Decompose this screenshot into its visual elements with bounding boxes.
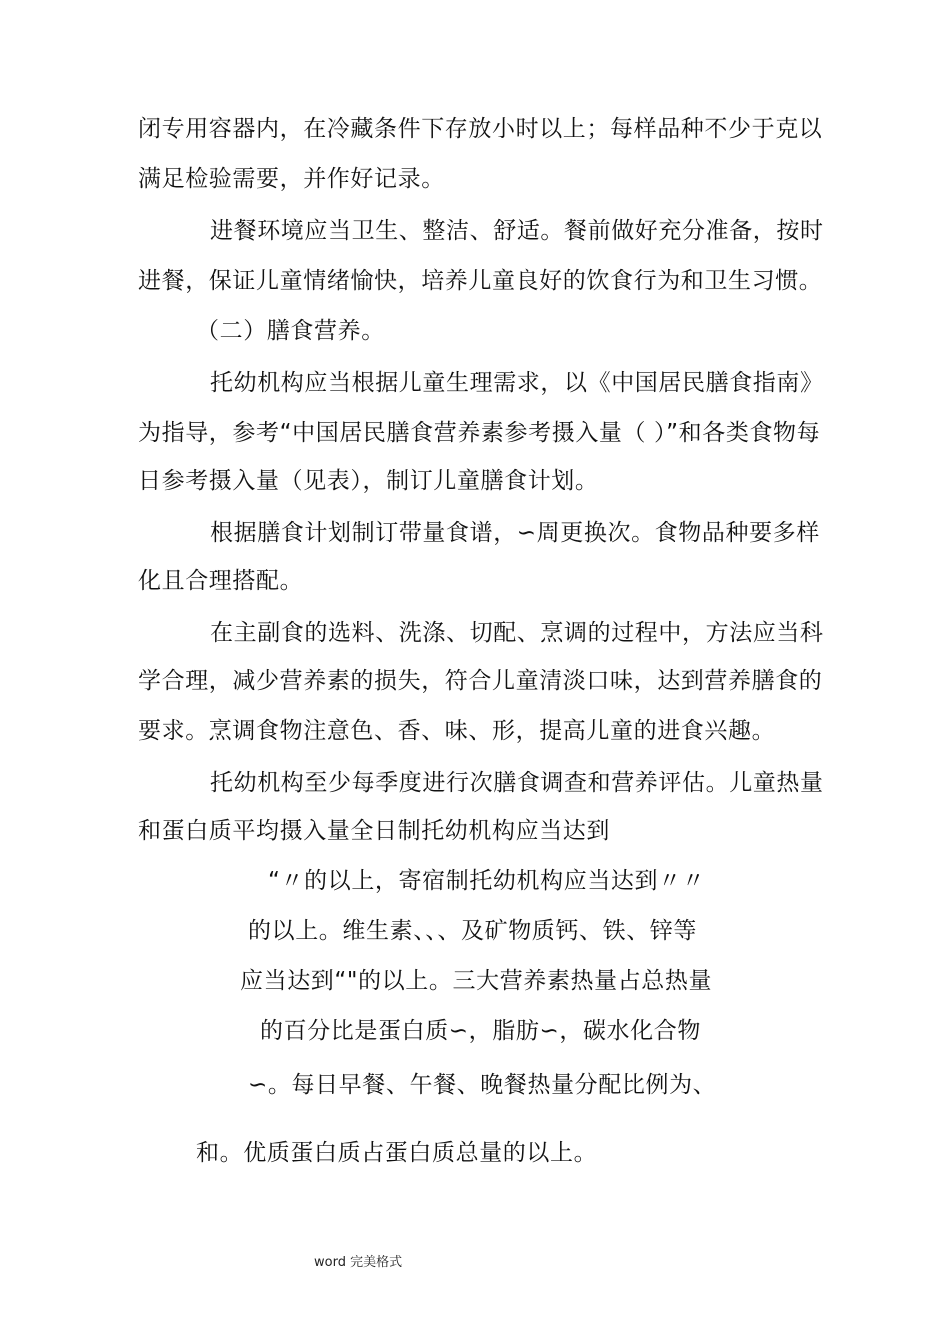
paragraph-line: 和。优质蛋白质占蛋白质总量的以上。	[196, 1140, 598, 1166]
section-heading: （二）膳食营养。	[196, 318, 385, 344]
paragraph-line: 学合理，减少营养素的损失，符合儿童清淡口味，达到营养膳食的	[138, 668, 823, 694]
centered-line: ∽。每日早餐、午餐、晚餐热量分配比例为、	[248, 1072, 717, 1098]
centered-line: 的以上。维生素、、、及矿物质钙、铁、锌等	[248, 918, 697, 944]
paragraph-line: 根据膳食计划制订带量食谱，∽周更换次。食物品种要多样	[210, 520, 820, 546]
paragraph-line: 托幼机构应当根据儿童生理需求，以《中国居民膳食指南》	[210, 370, 824, 396]
centered-line: “〃的以上，寄宿制托幼机构应当达到〃〃	[268, 868, 706, 894]
paragraph-line: 满足检验需要，并作好记录。	[138, 166, 445, 192]
paragraph-line: 进餐环境应当卫生、整洁、舒适。餐前做好充分准备，按时	[210, 218, 824, 244]
paragraph-line: 托幼机构至少每季度进行次膳食调查和营养评估。儿童热量	[210, 770, 824, 796]
paragraph-line: 和蛋白质平均摄入量全日制托幼机构应当达到	[138, 818, 610, 844]
page-footer: word 完美格式	[314, 1255, 403, 1270]
paragraph-line: 闭专用容器内，在冷藏条件下存放小时以上；每样品种不少于克以	[138, 116, 823, 142]
paragraph-line: 在主副食的选料、洗涤、切配、烹调的过程中，方法应当科	[210, 620, 824, 646]
paragraph-line: 化且合理搭配。	[138, 568, 304, 594]
centered-line: 应当达到“"的以上。三大营养素热量占总热量	[240, 968, 713, 994]
paragraph-line: 进餐，保证儿童情绪愉快，培养儿童良好的饮食行为和卫生习惯。	[138, 268, 823, 294]
paragraph-line: 日参考摄入量（见表），制订儿童膳食计划。	[138, 468, 599, 494]
paragraph-line: 要求。烹调食物注意色、香、味、形，提高儿童的进食兴趣。	[138, 718, 776, 744]
paragraph-line: 为指导，参考“中国居民膳食营养素参考摄入量（ ）”和各类食物每	[138, 420, 821, 446]
centered-line: 的百分比是蛋白质∽，脂肪∽，碳水化合物	[260, 1018, 701, 1044]
